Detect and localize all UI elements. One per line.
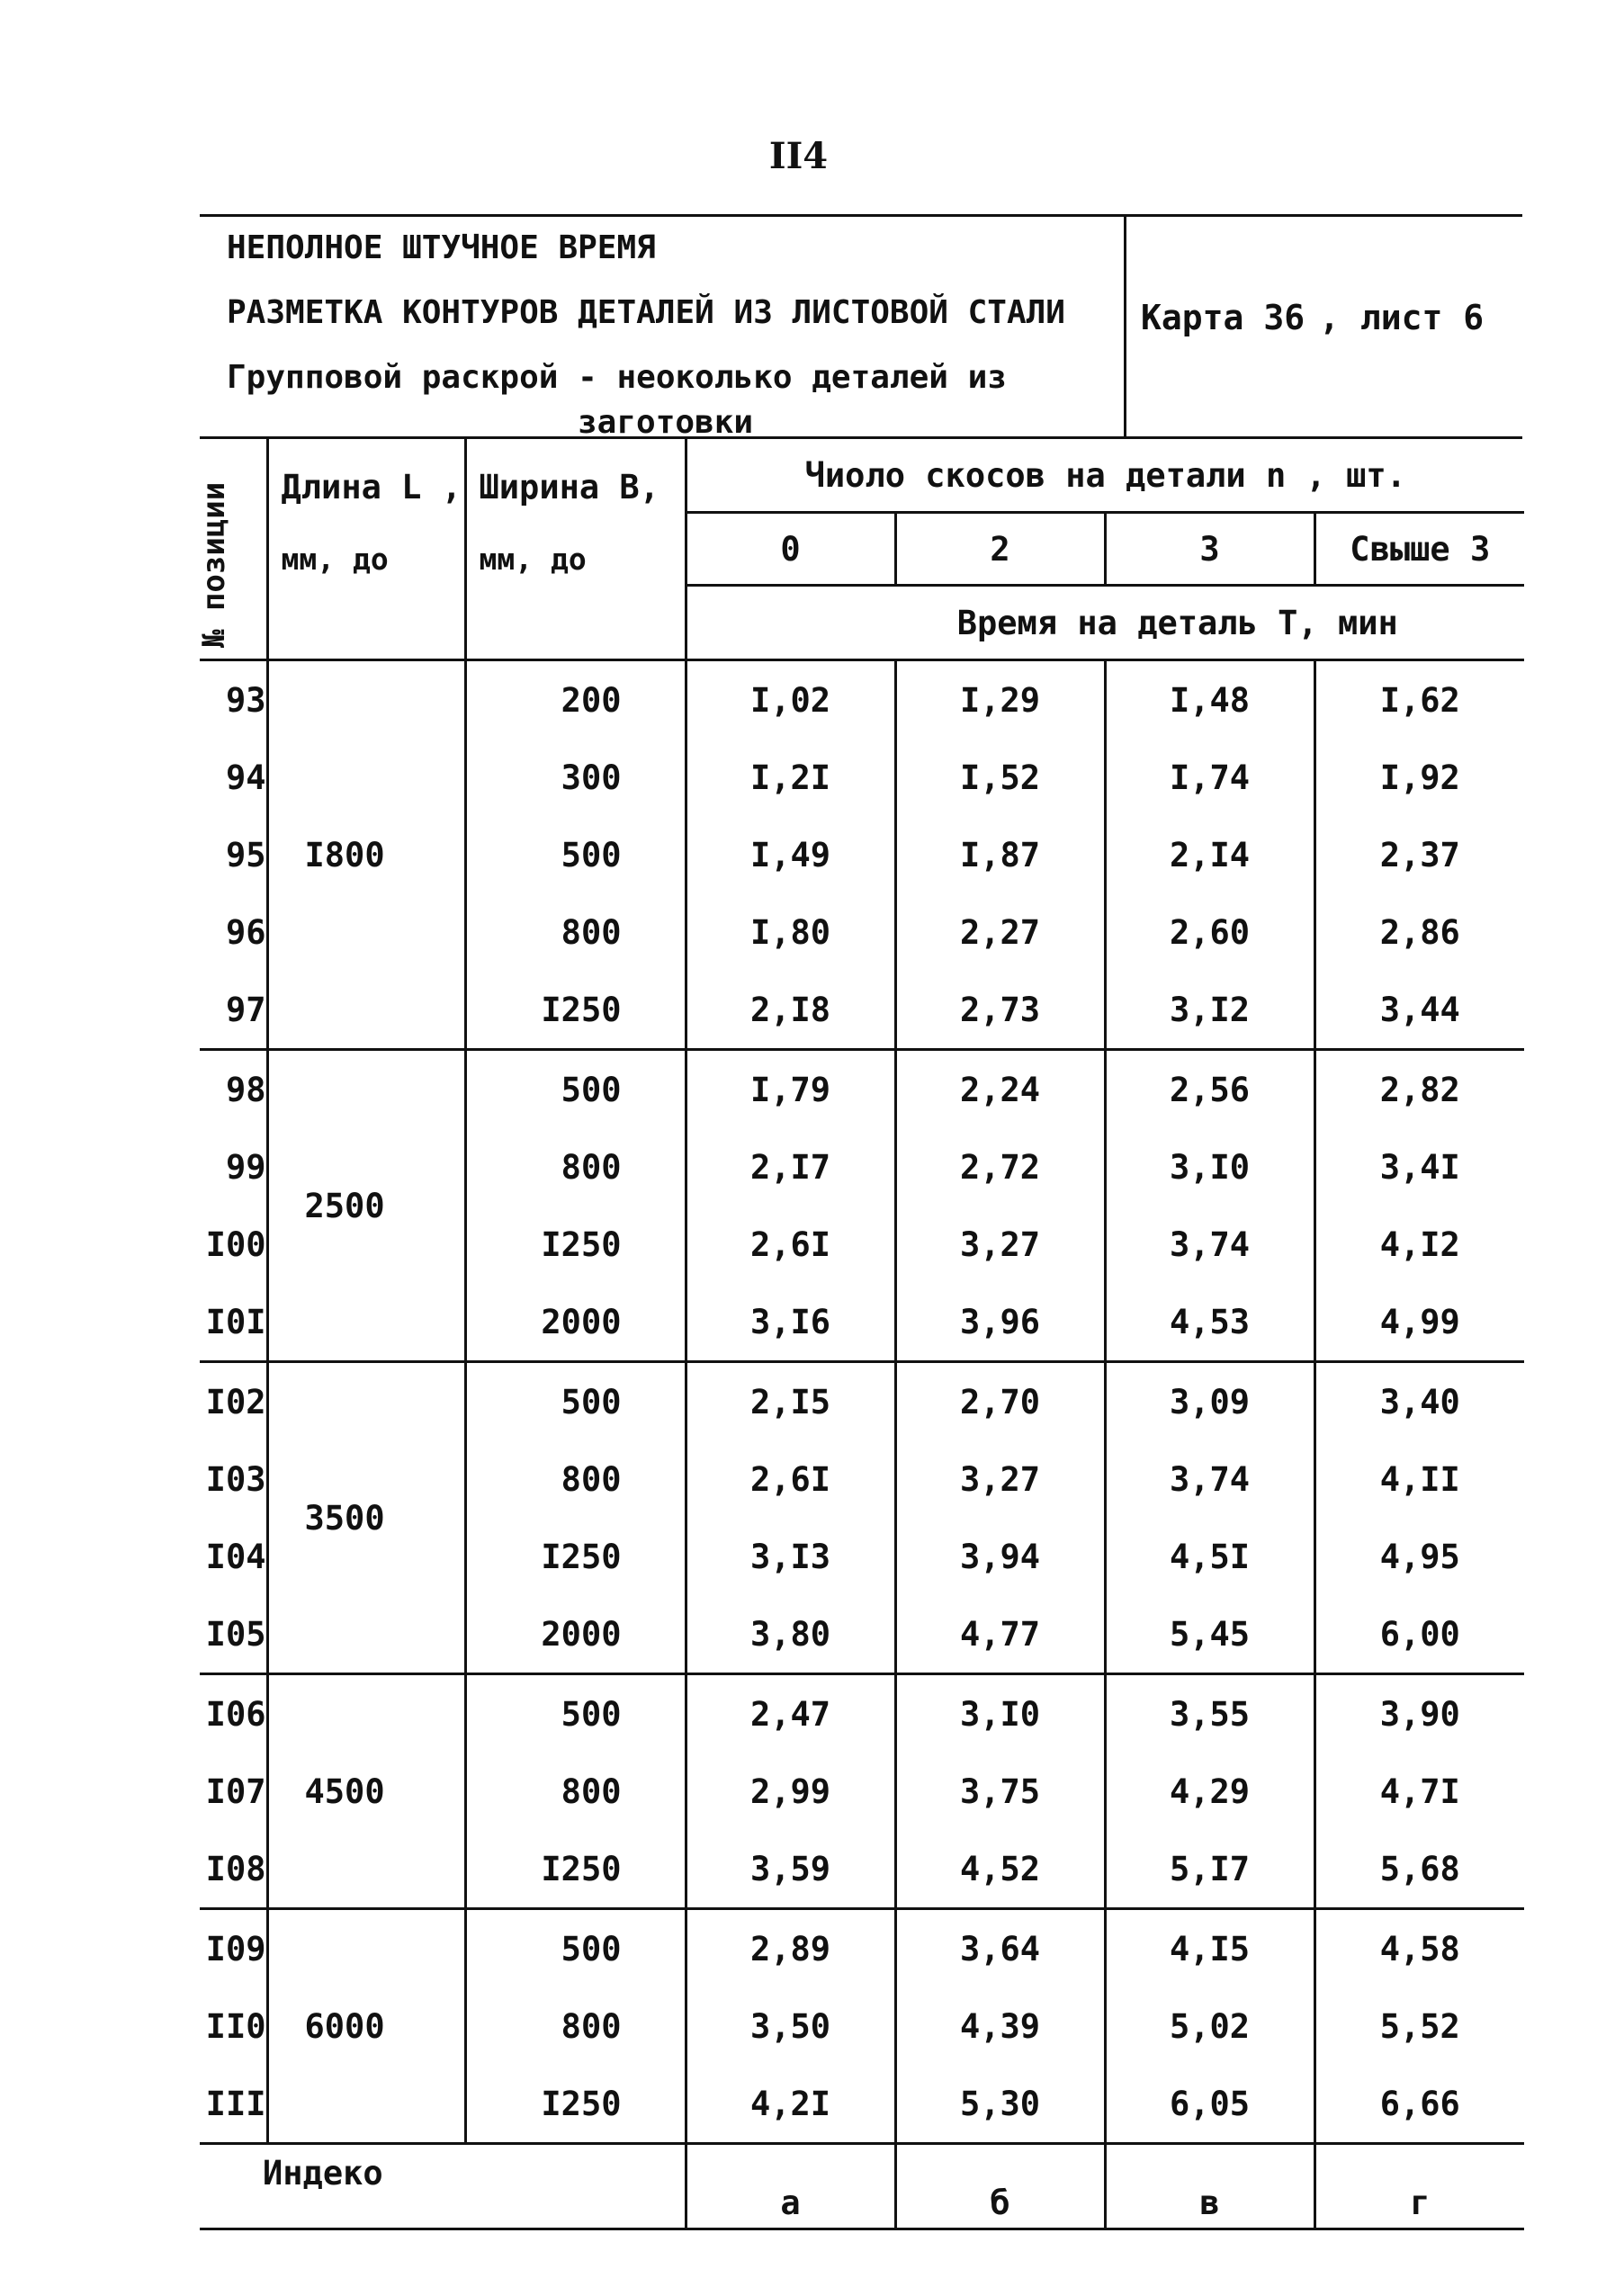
time-value-cell: 4,2I — [686, 2065, 895, 2144]
time-value-cell: 3,I3 — [686, 1518, 895, 1595]
time-value-cell: 4,58 — [1314, 1909, 1524, 1988]
time-value-cell: 4,52 — [895, 1830, 1105, 1909]
time-value-cell: 3,27 — [895, 1206, 1105, 1283]
time-value-cell: I,80 — [686, 893, 895, 971]
bevel-count-header: Чиоло скосов на детали n , шт. — [686, 439, 1524, 513]
time-value-cell: 3,64 — [895, 1909, 1105, 1988]
time-value-cell: I,74 — [1105, 739, 1314, 816]
time-value-cell: 5,02 — [1105, 1987, 1314, 2065]
page-number: II4 — [768, 135, 829, 177]
time-value-cell: 2,37 — [1314, 816, 1524, 893]
table-row — [200, 660, 1524, 740]
width-cell: 500 — [465, 1674, 686, 1753]
table-row — [200, 1050, 1524, 1129]
width-cell: I250 — [465, 1830, 686, 1909]
width-column-header — [465, 439, 686, 660]
width-cell: I250 — [465, 1518, 686, 1595]
width-cell: 800 — [465, 1128, 686, 1206]
position-cell: 95 — [225, 835, 266, 874]
time-value-cell: I,52 — [895, 739, 1105, 816]
index-label: Индеко — [200, 2144, 686, 2229]
time-value-cell: 2,82 — [1314, 1050, 1524, 1129]
index-value-g: г — [1314, 2144, 1524, 2229]
time-value-cell: 3,4I — [1314, 1128, 1524, 1206]
time-value-cell: 4,I2 — [1314, 1206, 1524, 1283]
time-value-cell: 2,56 — [1105, 1050, 1314, 1129]
time-value-cell: 5,30 — [895, 2065, 1105, 2144]
time-value-cell: 3,09 — [1105, 1362, 1314, 1441]
card-number: 36 — [1263, 298, 1305, 337]
time-value-cell: 2,I4 — [1105, 816, 1314, 893]
time-value-cell: I,48 — [1105, 660, 1314, 740]
time-value-cell: 3,74 — [1105, 1440, 1314, 1518]
time-value-cell: 2,I5 — [686, 1362, 895, 1441]
time-value-cell: 2,72 — [895, 1128, 1105, 1206]
time-value-cell: 5,45 — [1105, 1595, 1314, 1674]
time-value-cell: 6,66 — [1314, 2065, 1524, 2144]
time-value-cell: 2,89 — [686, 1909, 895, 1988]
header-title-line-3: Групповой раскрой - неоколько деталей из — [227, 359, 1007, 396]
position-cell: I0I — [205, 1302, 266, 1341]
position-cell: I03 — [205, 1459, 266, 1499]
time-value-cell: 6,00 — [1314, 1595, 1524, 1674]
time-value-cell: 6,05 — [1105, 2065, 1314, 2144]
time-value-cell: 3,I0 — [1105, 1128, 1314, 1206]
time-value-cell: I,79 — [686, 1050, 895, 1129]
time-value-cell: 4,53 — [1105, 1283, 1314, 1362]
time-value-cell: 2,70 — [895, 1362, 1105, 1441]
card-label: Карта — [1141, 298, 1244, 337]
table-row — [200, 1362, 1524, 1441]
time-value-cell: 3,I0 — [895, 1674, 1105, 1753]
time-value-cell: 3,94 — [895, 1518, 1105, 1595]
time-value-cell: 3,27 — [895, 1440, 1105, 1518]
width-cell: I250 — [465, 1206, 686, 1283]
position-cell: I06 — [200, 1674, 267, 1753]
width-cell: 500 — [465, 1909, 686, 1988]
width-cell: 2000 — [465, 1595, 686, 1674]
time-value-cell: 4,5I — [1105, 1518, 1314, 1595]
time-header: Время на деталь Т, мин — [686, 586, 1524, 660]
time-value-cell: 4,7I — [1314, 1753, 1524, 1830]
position-cell: 97 — [225, 990, 266, 1029]
position-cell: I00 — [205, 1224, 266, 1264]
position-cell: 96 — [225, 912, 266, 952]
time-value-cell: 4,95 — [1314, 1518, 1524, 1595]
width-header-unit: мм, до — [479, 542, 587, 577]
index-value-v: в — [1105, 2144, 1314, 2229]
index-row — [200, 2144, 1524, 2229]
length-cell: 3500 — [267, 1362, 465, 1674]
position-cell: 93 — [200, 660, 267, 740]
time-value-cell: 2,86 — [1314, 893, 1524, 971]
position-cell: I07 — [205, 1771, 266, 1811]
card-reference — [1141, 298, 1484, 337]
position-cell: II0 — [205, 2006, 266, 2046]
table-body — [200, 660, 1524, 2144]
time-value-cell: 4,39 — [895, 1987, 1105, 2065]
time-value-cell: I,2I — [686, 739, 895, 816]
position-cell: I04 — [205, 1537, 266, 1576]
length-column-header — [267, 439, 465, 660]
norms-table — [196, 439, 1524, 2230]
time-value-cell: 2,I7 — [686, 1128, 895, 1206]
position-cell: III — [205, 2084, 266, 2123]
time-value-cell: 4,99 — [1314, 1283, 1524, 1362]
time-value-cell: I,87 — [895, 816, 1105, 893]
time-value-cell: 2,47 — [686, 1674, 895, 1753]
time-value-cell: 3,I6 — [686, 1283, 895, 1362]
time-value-cell: 4,II — [1314, 1440, 1524, 1518]
header-title-line-1: НЕПОЛНОЕ ШТУЧНОЕ ВРЕМЯ — [227, 229, 656, 266]
time-value-cell: 4,I5 — [1105, 1909, 1314, 1988]
header-title-line-4: заготовки — [578, 404, 754, 441]
time-value-cell: I,02 — [686, 660, 895, 740]
card-header — [200, 214, 1522, 439]
time-value-cell: 5,52 — [1314, 1987, 1524, 2065]
time-value-cell: 2,24 — [895, 1050, 1105, 1129]
length-cell: I800 — [267, 660, 465, 1050]
length-cell: 2500 — [267, 1050, 465, 1362]
time-value-cell: 5,68 — [1314, 1830, 1524, 1909]
bevel-count-2: 2 — [895, 513, 1105, 586]
index-value-a: а — [686, 2144, 895, 2229]
time-value-cell: 3,44 — [1314, 971, 1524, 1050]
time-value-cell: 2,I8 — [686, 971, 895, 1050]
position-cell: 99 — [225, 1147, 266, 1187]
time-value-cell: 3,74 — [1105, 1206, 1314, 1283]
header-title-line-2: РАЗМЕТКА КОНТУРОВ ДЕТАЛЕЙ ИЗ ЛИСТОВОЙ СТАЛИ — [227, 294, 1065, 331]
width-cell: 500 — [465, 816, 686, 893]
time-value-cell: 2,99 — [686, 1753, 895, 1830]
header-title-block — [200, 217, 1126, 441]
time-value-cell: 3,96 — [895, 1283, 1105, 1362]
sheet-label: , лист 6 — [1319, 298, 1485, 337]
width-cell: 500 — [465, 1050, 686, 1129]
width-cell: 800 — [465, 1987, 686, 2065]
time-value-cell: I,29 — [895, 660, 1105, 740]
time-value-cell: 2,73 — [895, 971, 1105, 1050]
time-value-cell: 3,90 — [1314, 1674, 1524, 1753]
position-cell: 94 — [225, 758, 266, 797]
length-header-label: Длина L , — [281, 468, 462, 507]
bevel-count-3: 3 — [1105, 513, 1314, 586]
width-cell: 2000 — [465, 1283, 686, 1362]
time-value-cell: 3,80 — [686, 1595, 895, 1674]
length-header-unit: мм, до — [281, 542, 389, 577]
width-cell: I250 — [465, 2065, 686, 2144]
time-value-cell: 2,60 — [1105, 893, 1314, 971]
width-cell: 300 — [465, 739, 686, 816]
time-value-cell: 4,77 — [895, 1595, 1105, 1674]
time-value-cell: 3,59 — [686, 1830, 895, 1909]
time-value-cell: 3,55 — [1105, 1674, 1314, 1753]
time-value-cell: 2,6I — [686, 1440, 895, 1518]
time-value-cell: 2,27 — [895, 893, 1105, 971]
width-cell: 800 — [465, 1753, 686, 1830]
position-cell: 98 — [200, 1050, 267, 1129]
position-cell: I08 — [205, 1849, 266, 1888]
table-row — [200, 1674, 1524, 1753]
time-value-cell: I,49 — [686, 816, 895, 893]
time-value-cell: 5,I7 — [1105, 1830, 1314, 1909]
position-cell: I02 — [200, 1362, 267, 1441]
length-cell: 6000 — [267, 1909, 465, 2144]
position-cell: I05 — [205, 1614, 266, 1654]
bevel-count-over-3: Свыше 3 — [1314, 513, 1524, 586]
time-value-cell: I,92 — [1314, 739, 1524, 816]
time-value-cell: 3,75 — [895, 1753, 1105, 1830]
position-column-header: № позиции — [200, 439, 267, 660]
width-header-label: Ширина В, — [479, 468, 659, 507]
width-cell: 200 — [465, 660, 686, 740]
bevel-count-0: 0 — [686, 513, 895, 586]
length-cell: 4500 — [267, 1674, 465, 1909]
width-cell: 500 — [465, 1362, 686, 1441]
time-value-cell: 3,50 — [686, 1987, 895, 2065]
time-value-cell: 3,40 — [1314, 1362, 1524, 1441]
width-cell: 800 — [465, 1440, 686, 1518]
width-cell: I250 — [465, 971, 686, 1050]
table-row — [200, 1909, 1524, 1988]
width-cell: 800 — [465, 893, 686, 971]
index-value-b: б — [895, 2144, 1105, 2229]
time-value-cell: I,62 — [1314, 660, 1524, 740]
time-value-cell: 2,6I — [686, 1206, 895, 1283]
time-value-cell: 4,29 — [1105, 1753, 1314, 1830]
time-value-cell: 3,I2 — [1105, 971, 1314, 1050]
position-cell: I09 — [200, 1909, 267, 1988]
